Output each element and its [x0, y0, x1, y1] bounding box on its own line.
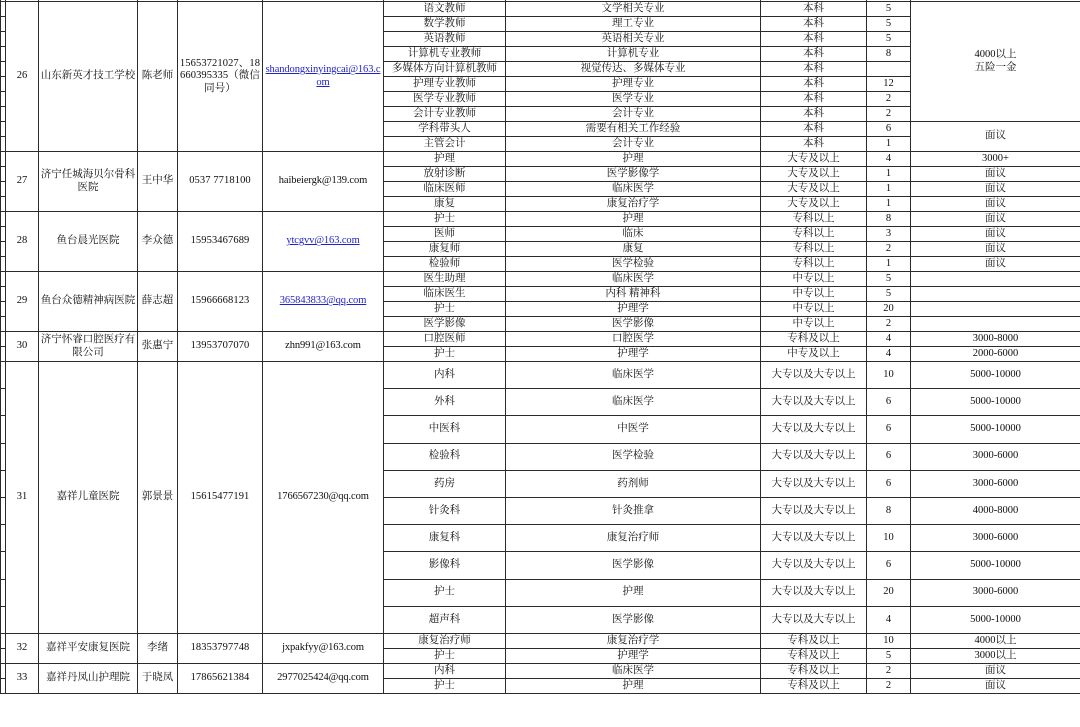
cell-education: 本科 [761, 137, 867, 152]
cell-post: 医学专业教师 [384, 92, 506, 107]
cell-education: 中专及以上 [761, 347, 867, 362]
cell-count: 6 [867, 552, 911, 579]
cell-salary: 4000以上 五险一金 [911, 2, 1080, 122]
row-gutter [1, 77, 6, 92]
cell-salary: 面议 [911, 257, 1080, 272]
cell-company: 山东新英才技工学校 [39, 2, 138, 152]
cell-post: 语文教师 [384, 2, 506, 17]
cell-post: 检验科 [384, 443, 506, 470]
cell-index: 29 [6, 272, 39, 332]
row-gutter [1, 242, 6, 257]
cell-count: 2 [867, 317, 911, 332]
cell-phone: 17865621384 [178, 663, 263, 693]
cell-salary: 面议 [911, 122, 1080, 152]
cell-contact: 张惠宁 [138, 332, 178, 362]
cell-post: 康复师 [384, 242, 506, 257]
cell-education: 大专以及大专以上 [761, 443, 867, 470]
cell-post: 康复治疗师 [384, 633, 506, 648]
cell-salary: 3000-6000 [911, 579, 1080, 606]
cell-post: 英语教师 [384, 32, 506, 47]
cell-post: 数学教师 [384, 17, 506, 32]
cell-salary: 3000-6000 [911, 443, 1080, 470]
cell-contact: 李绪 [138, 633, 178, 663]
cell-count: 1 [867, 257, 911, 272]
cell-company: 济宁任城海贝尔骨科医院 [39, 152, 138, 212]
cell-education: 大专以及大专以上 [761, 470, 867, 497]
cell-education: 中专以上 [761, 317, 867, 332]
cell-count: 8 [867, 47, 911, 62]
cell-post: 护士 [384, 579, 506, 606]
cell-major: 医学影像 [506, 317, 761, 332]
cell-post: 医生助理 [384, 272, 506, 287]
cell-salary [911, 302, 1080, 317]
cell-major: 英语相关专业 [506, 32, 761, 47]
cell-major: 医学影像 [506, 552, 761, 579]
cell-major: 医学影像学 [506, 167, 761, 182]
cell-salary [911, 287, 1080, 302]
cell-major: 医学检验 [506, 443, 761, 470]
cell-count: 6 [867, 470, 911, 497]
cell-major: 临床医学 [506, 182, 761, 197]
cell-education: 本科 [761, 62, 867, 77]
cell-major: 口腔医学 [506, 332, 761, 347]
cell-salary: 面议 [911, 197, 1080, 212]
row-gutter [1, 137, 6, 152]
cell-company: 鱼台晨光医院 [39, 212, 138, 272]
row-gutter [1, 287, 6, 302]
cell-count: 5 [867, 648, 911, 663]
cell-count: 8 [867, 497, 911, 524]
row-gutter [1, 122, 6, 137]
cell-salary [911, 317, 1080, 332]
cell-count: 20 [867, 302, 911, 317]
cell-education: 专科以上 [761, 212, 867, 227]
cell-contact: 李众德 [138, 212, 178, 272]
row-gutter [1, 648, 6, 663]
row-gutter [1, 497, 6, 524]
cell-major: 临床医学 [506, 272, 761, 287]
cell-post: 内科 [384, 362, 506, 389]
cell-salary: 5000-10000 [911, 552, 1080, 579]
cell-education: 中专以上 [761, 287, 867, 302]
cell-post: 临床医生 [384, 287, 506, 302]
row-gutter [1, 257, 6, 272]
cell-contact: 薛志超 [138, 272, 178, 332]
cell-count: 6 [867, 443, 911, 470]
cell-major: 护理 [506, 579, 761, 606]
cell-email[interactable] [263, 2, 384, 152]
table-row [1, 152, 1080, 167]
cell-education: 本科 [761, 107, 867, 122]
cell-major: 康复治疗学 [506, 197, 761, 212]
cell-major: 医学专业 [506, 92, 761, 107]
cell-post: 护士 [384, 678, 506, 693]
cell-major: 临床医学 [506, 362, 761, 389]
cell-major: 视觉传达、多媒体专业 [506, 62, 761, 77]
cell-salary: 3000+ [911, 152, 1080, 167]
table-row [1, 663, 1080, 678]
table-row [1, 633, 1080, 648]
cell-index: 31 [6, 362, 39, 634]
cell-education: 本科 [761, 17, 867, 32]
cell-major: 会计专业 [506, 107, 761, 122]
cell-education: 大专以及大专以上 [761, 497, 867, 524]
cell-count: 4 [867, 332, 911, 347]
cell-salary: 5000-10000 [911, 416, 1080, 443]
cell-company: 嘉祥儿童医院 [39, 362, 138, 634]
cell-post: 检验师 [384, 257, 506, 272]
cell-education: 大专及以上 [761, 152, 867, 167]
cell-contact: 陈老师 [138, 2, 178, 152]
cell-count: 4 [867, 347, 911, 362]
cell-post: 护理专业教师 [384, 77, 506, 92]
cell-email[interactable] [263, 272, 384, 332]
cell-major: 临床 [506, 227, 761, 242]
cell-contact: 王中华 [138, 152, 178, 212]
cell-post: 临床医师 [384, 182, 506, 197]
row-gutter [1, 606, 6, 633]
cell-salary: 3000-8000 [911, 332, 1080, 347]
cell-count: 20 [867, 579, 911, 606]
cell-major: 中医学 [506, 416, 761, 443]
row-gutter [1, 552, 6, 579]
cell-education: 中专以上 [761, 272, 867, 287]
row-gutter [1, 197, 6, 212]
cell-company: 济宁怀睿口腔医疗有限公司 [39, 332, 138, 362]
cell-major: 康复 [506, 242, 761, 257]
cell-education: 本科 [761, 32, 867, 47]
cell-phone: 15953467689 [178, 212, 263, 272]
cell-post: 护士 [384, 302, 506, 317]
cell-salary: 4000-8000 [911, 497, 1080, 524]
cell-major: 需要有相关工作经验 [506, 122, 761, 137]
cell-post: 护士 [384, 648, 506, 663]
row-gutter [1, 227, 6, 242]
cell-post: 药房 [384, 470, 506, 497]
cell-major: 理工专业 [506, 17, 761, 32]
cell-salary: 3000-6000 [911, 525, 1080, 552]
cell-email: haibeiergk@139.com [263, 152, 384, 212]
cell-count: 10 [867, 525, 911, 552]
cell-count: 6 [867, 416, 911, 443]
cell-salary: 面议 [911, 182, 1080, 197]
cell-phone: 15653721027、18660395335（微信同号） [178, 2, 263, 152]
row-gutter [1, 347, 6, 362]
cell-post: 医学影像 [384, 317, 506, 332]
row-gutter [1, 389, 6, 416]
cell-index: 27 [6, 152, 39, 212]
cell-major: 康复治疗师 [506, 525, 761, 552]
cell-count: 5 [867, 287, 911, 302]
cell-email: zhn991@163.com [263, 332, 384, 362]
cell-education: 本科 [761, 122, 867, 137]
cell-education: 大专以及大专以上 [761, 606, 867, 633]
cell-index: 32 [6, 633, 39, 663]
cell-education: 大专以及大专以上 [761, 552, 867, 579]
row-gutter [1, 317, 6, 332]
cell-index: 26 [6, 2, 39, 152]
cell-education: 大专以及大专以上 [761, 362, 867, 389]
cell-education: 专科及以上 [761, 663, 867, 678]
cell-major: 医学检验 [506, 257, 761, 272]
cell-count: 8 [867, 212, 911, 227]
cell-company: 鱼台众德精神病医院 [39, 272, 138, 332]
cell-salary: 面议 [911, 227, 1080, 242]
cell-post: 会计专业教师 [384, 107, 506, 122]
cell-salary: 面议 [911, 663, 1080, 678]
cell-major: 护理 [506, 152, 761, 167]
cell-education: 大专及以上 [761, 182, 867, 197]
email-link[interactable]: ytcgvv@163.com [286, 235, 360, 247]
table-row [1, 332, 1080, 347]
cell-major: 文学相关专业 [506, 2, 761, 17]
row-gutter [1, 182, 6, 197]
email-link[interactable]: 365843833@qq.com [279, 295, 367, 307]
cell-contact: 郭景景 [138, 362, 178, 634]
cell-salary: 面议 [911, 167, 1080, 182]
cell-education: 大专以及大专以上 [761, 579, 867, 606]
cell-post: 康复科 [384, 525, 506, 552]
cell-count: 1 [867, 182, 911, 197]
cell-count: 6 [867, 389, 911, 416]
cell-education: 专科及以上 [761, 648, 867, 663]
cell-education: 大专以及大专以上 [761, 525, 867, 552]
row-gutter [1, 62, 6, 77]
cell-major: 护理 [506, 212, 761, 227]
cell-salary [911, 272, 1080, 287]
row-gutter [1, 32, 6, 47]
row-gutter [1, 47, 6, 62]
cell-salary: 3000以上 [911, 648, 1080, 663]
cell-count: 2 [867, 92, 911, 107]
cell-count: 2 [867, 107, 911, 122]
cell-education: 本科 [761, 47, 867, 62]
cell-education: 专科以上 [761, 242, 867, 257]
cell-education: 中专以上 [761, 302, 867, 317]
cell-count [867, 62, 911, 77]
cell-major: 临床医学 [506, 663, 761, 678]
cell-salary: 面议 [911, 242, 1080, 257]
row-gutter [1, 302, 6, 317]
row-gutter [1, 443, 6, 470]
cell-education: 大专以及大专以上 [761, 416, 867, 443]
table-row [1, 212, 1080, 227]
cell-major: 临床医学 [506, 389, 761, 416]
row-gutter [1, 579, 6, 606]
cell-major: 康复治疗学 [506, 633, 761, 648]
cell-company: 嘉祥平安康复医院 [39, 633, 138, 663]
cell-post: 多媒体方向计算机教师 [384, 62, 506, 77]
cell-post: 外科 [384, 389, 506, 416]
cell-count: 5 [867, 17, 911, 32]
cell-phone: 18353797748 [178, 633, 263, 663]
cell-count: 10 [867, 362, 911, 389]
cell-count: 5 [867, 2, 911, 17]
cell-post: 护士 [384, 212, 506, 227]
cell-count: 5 [867, 32, 911, 47]
cell-education: 专科及以上 [761, 633, 867, 648]
cell-count: 1 [867, 197, 911, 212]
cell-major: 会计专业 [506, 137, 761, 152]
cell-education: 专科以上 [761, 257, 867, 272]
cell-major: 计算机专业 [506, 47, 761, 62]
cell-salary: 4000以上 [911, 633, 1080, 648]
cell-salary: 3000-6000 [911, 470, 1080, 497]
cell-count: 2 [867, 242, 911, 257]
cell-post: 医师 [384, 227, 506, 242]
cell-phone: 15615477191 [178, 362, 263, 634]
cell-email[interactable] [263, 212, 384, 272]
cell-education: 专科及以上 [761, 332, 867, 347]
cell-count: 2 [867, 663, 911, 678]
cell-salary: 面议 [911, 212, 1080, 227]
cell-post: 护士 [384, 347, 506, 362]
cell-index: 30 [6, 332, 39, 362]
cell-major: 医学影像 [506, 606, 761, 633]
cell-count: 1 [867, 167, 911, 182]
row-gutter [1, 525, 6, 552]
cell-education: 本科 [761, 92, 867, 107]
cell-major: 护理学 [506, 648, 761, 663]
cell-post: 影像科 [384, 552, 506, 579]
cell-post: 主管会计 [384, 137, 506, 152]
cell-post: 中医科 [384, 416, 506, 443]
cell-count: 5 [867, 272, 911, 287]
cell-count: 1 [867, 137, 911, 152]
cell-email: jxpakfyy@163.com [263, 633, 384, 663]
cell-post: 学科带头人 [384, 122, 506, 137]
table-row [1, 362, 1080, 389]
cell-education: 大专及以上 [761, 167, 867, 182]
row-gutter [1, 416, 6, 443]
cell-count: 4 [867, 152, 911, 167]
cell-count: 10 [867, 633, 911, 648]
row-gutter [1, 92, 6, 107]
row-gutter [1, 678, 6, 693]
cell-index: 28 [6, 212, 39, 272]
cell-salary: 5000-10000 [911, 389, 1080, 416]
cell-post: 计算机专业教师 [384, 47, 506, 62]
cell-count: 4 [867, 606, 911, 633]
row-gutter [1, 470, 6, 497]
cell-major: 药剂师 [506, 470, 761, 497]
cell-salary: 2000-6000 [911, 347, 1080, 362]
table-row [1, 2, 1080, 17]
cell-post: 护理 [384, 152, 506, 167]
email-link[interactable]: shandongxinyingcai@163.com [265, 64, 381, 88]
cell-major: 内科 精神科 [506, 287, 761, 302]
cell-email: 2977025424@qq.com [263, 663, 384, 693]
cell-count: 3 [867, 227, 911, 242]
cell-education: 专科及以上 [761, 678, 867, 693]
cell-education: 本科 [761, 2, 867, 17]
cell-education: 大专以及大专以上 [761, 389, 867, 416]
cell-salary: 5000-10000 [911, 362, 1080, 389]
cell-phone: 15966668123 [178, 272, 263, 332]
cell-major: 护理专业 [506, 77, 761, 92]
table-row [1, 272, 1080, 287]
cell-major: 护理学 [506, 347, 761, 362]
row-gutter [1, 17, 6, 32]
cell-post: 内科 [384, 663, 506, 678]
row-gutter [1, 167, 6, 182]
cell-salary: 面议 [911, 678, 1080, 693]
cell-major: 护理学 [506, 302, 761, 317]
cell-count: 2 [867, 678, 911, 693]
table-body [1, 0, 1080, 693]
cell-phone: 0537 7718100 [178, 152, 263, 212]
cell-contact: 于晓凤 [138, 663, 178, 693]
cell-email: 1766567230@qq.com [263, 362, 384, 634]
cell-post: 口腔医师 [384, 332, 506, 347]
cell-post: 针灸科 [384, 497, 506, 524]
cell-post: 康复 [384, 197, 506, 212]
cell-major: 护理 [506, 678, 761, 693]
cell-phone: 13953707070 [178, 332, 263, 362]
cell-index: 33 [6, 663, 39, 693]
cell-major: 针灸推拿 [506, 497, 761, 524]
cell-education: 本科 [761, 77, 867, 92]
cell-education: 专科以上 [761, 227, 867, 242]
cell-post: 放射诊断 [384, 167, 506, 182]
cell-education: 大专及以上 [761, 197, 867, 212]
cell-salary: 5000-10000 [911, 606, 1080, 633]
row-gutter [1, 107, 6, 122]
cell-count: 12 [867, 77, 911, 92]
cell-company: 嘉祥丹凤山护理院 [39, 663, 138, 693]
cell-post: 超声科 [384, 606, 506, 633]
cell-count: 6 [867, 122, 911, 137]
